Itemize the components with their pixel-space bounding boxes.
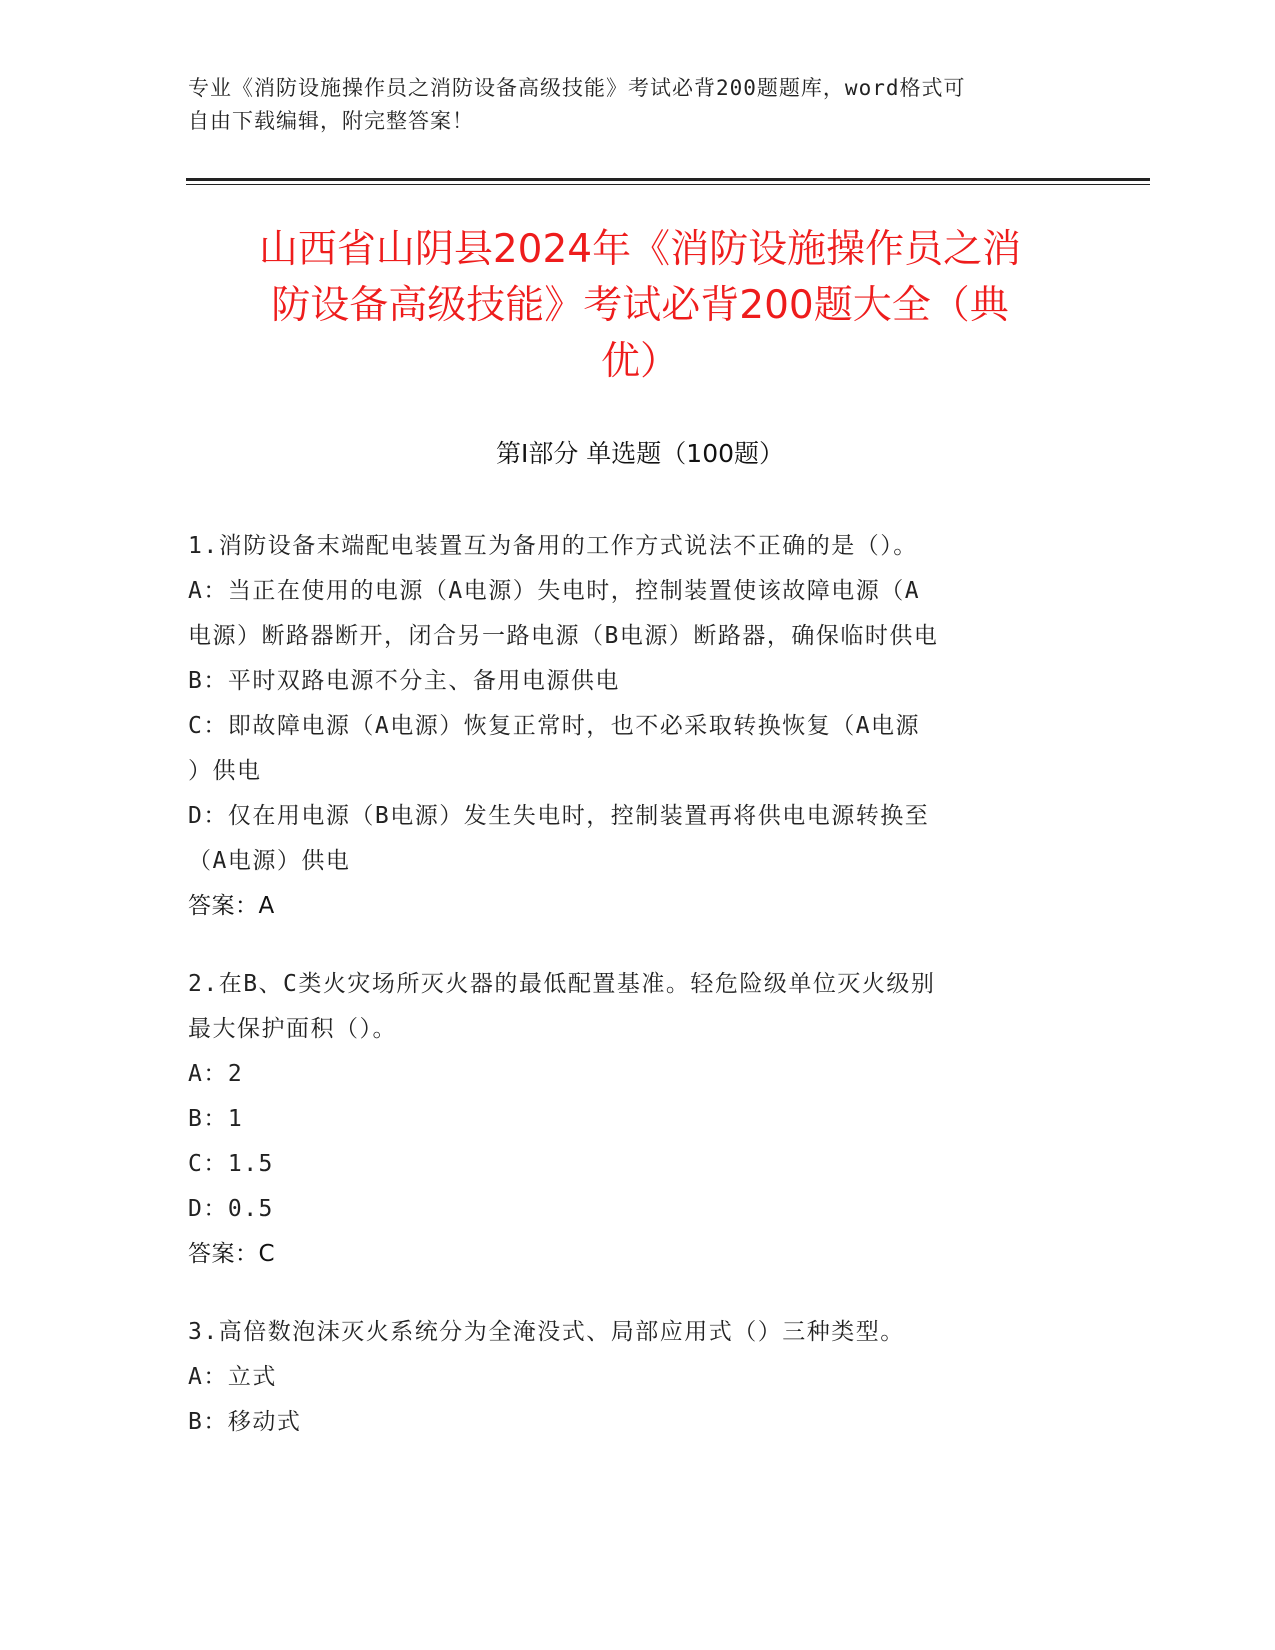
header-divider-thin — [186, 184, 1150, 185]
question-option: D：仅在用电源（B电源）发生失电时，控制装置再将供电电源转换至 — [188, 803, 930, 829]
question-list — [188, 524, 1088, 1445]
header-note — [188, 72, 1088, 138]
question-option: B：1 — [188, 1106, 244, 1132]
question-3 — [188, 1310, 1088, 1445]
header-divider-thick — [186, 178, 1150, 181]
question-answer: 答案：A — [188, 893, 275, 919]
question-option: B：移动式 — [188, 1409, 302, 1435]
question-option: C：1.5 — [188, 1151, 274, 1177]
document-title — [170, 222, 1110, 390]
question-option: A：立式 — [188, 1364, 277, 1390]
question-stem: 3.高倍数泡沫灭火系统分为全淹没式、局部应用式（）三种类型。 — [188, 1319, 905, 1345]
question-stem: 2.在B、C类火灾场所灭火器的最低配置基准。轻危险级单位灭火级别 — [188, 971, 936, 997]
header-note-line: 专业《消防设施操作员之消防设备高级技能》考试必背200题题库，word格式可 — [188, 76, 966, 100]
question-stem: 最大保护面积（）。 — [188, 1016, 397, 1042]
question-2 — [188, 962, 1088, 1277]
question-option: D：0.5 — [188, 1196, 274, 1222]
question-stem: 1.消防设备末端配电装置互为备用的工作方式说法不正确的是（）。 — [188, 533, 918, 559]
question-option: B：平时双路电源不分主、备用电源供电 — [188, 668, 620, 694]
question-option: 电源）断路器断开，闭合另一路电源（B电源）断路器，确保临时供电 — [188, 623, 939, 649]
document-title-line: 优） — [600, 339, 679, 384]
header-note-line: 自由下载编辑，附完整答案！ — [188, 109, 474, 133]
question-option: （A电源）供电 — [188, 848, 351, 874]
question-option: C：即故障电源（A电源）恢复正常时，也不必采取转换恢复（A电源 — [188, 713, 921, 739]
question-option: A：2 — [188, 1061, 244, 1087]
question-option: A：当正在使用的电源（A电源）失电时，控制装置使该故障电源（A — [188, 578, 921, 604]
document-title-line: 山西省山阴县2024年《消防设施操作员之消 — [258, 227, 1022, 272]
document-title-line: 防设备高级技能》考试必背200题大全（典 — [271, 283, 1009, 328]
question-answer: 答案：C — [188, 1241, 276, 1267]
question-option: ）供电 — [188, 758, 262, 784]
section-title: 第Ⅰ部分 单选题（100题） — [495, 439, 785, 468]
question-1 — [188, 524, 1088, 929]
